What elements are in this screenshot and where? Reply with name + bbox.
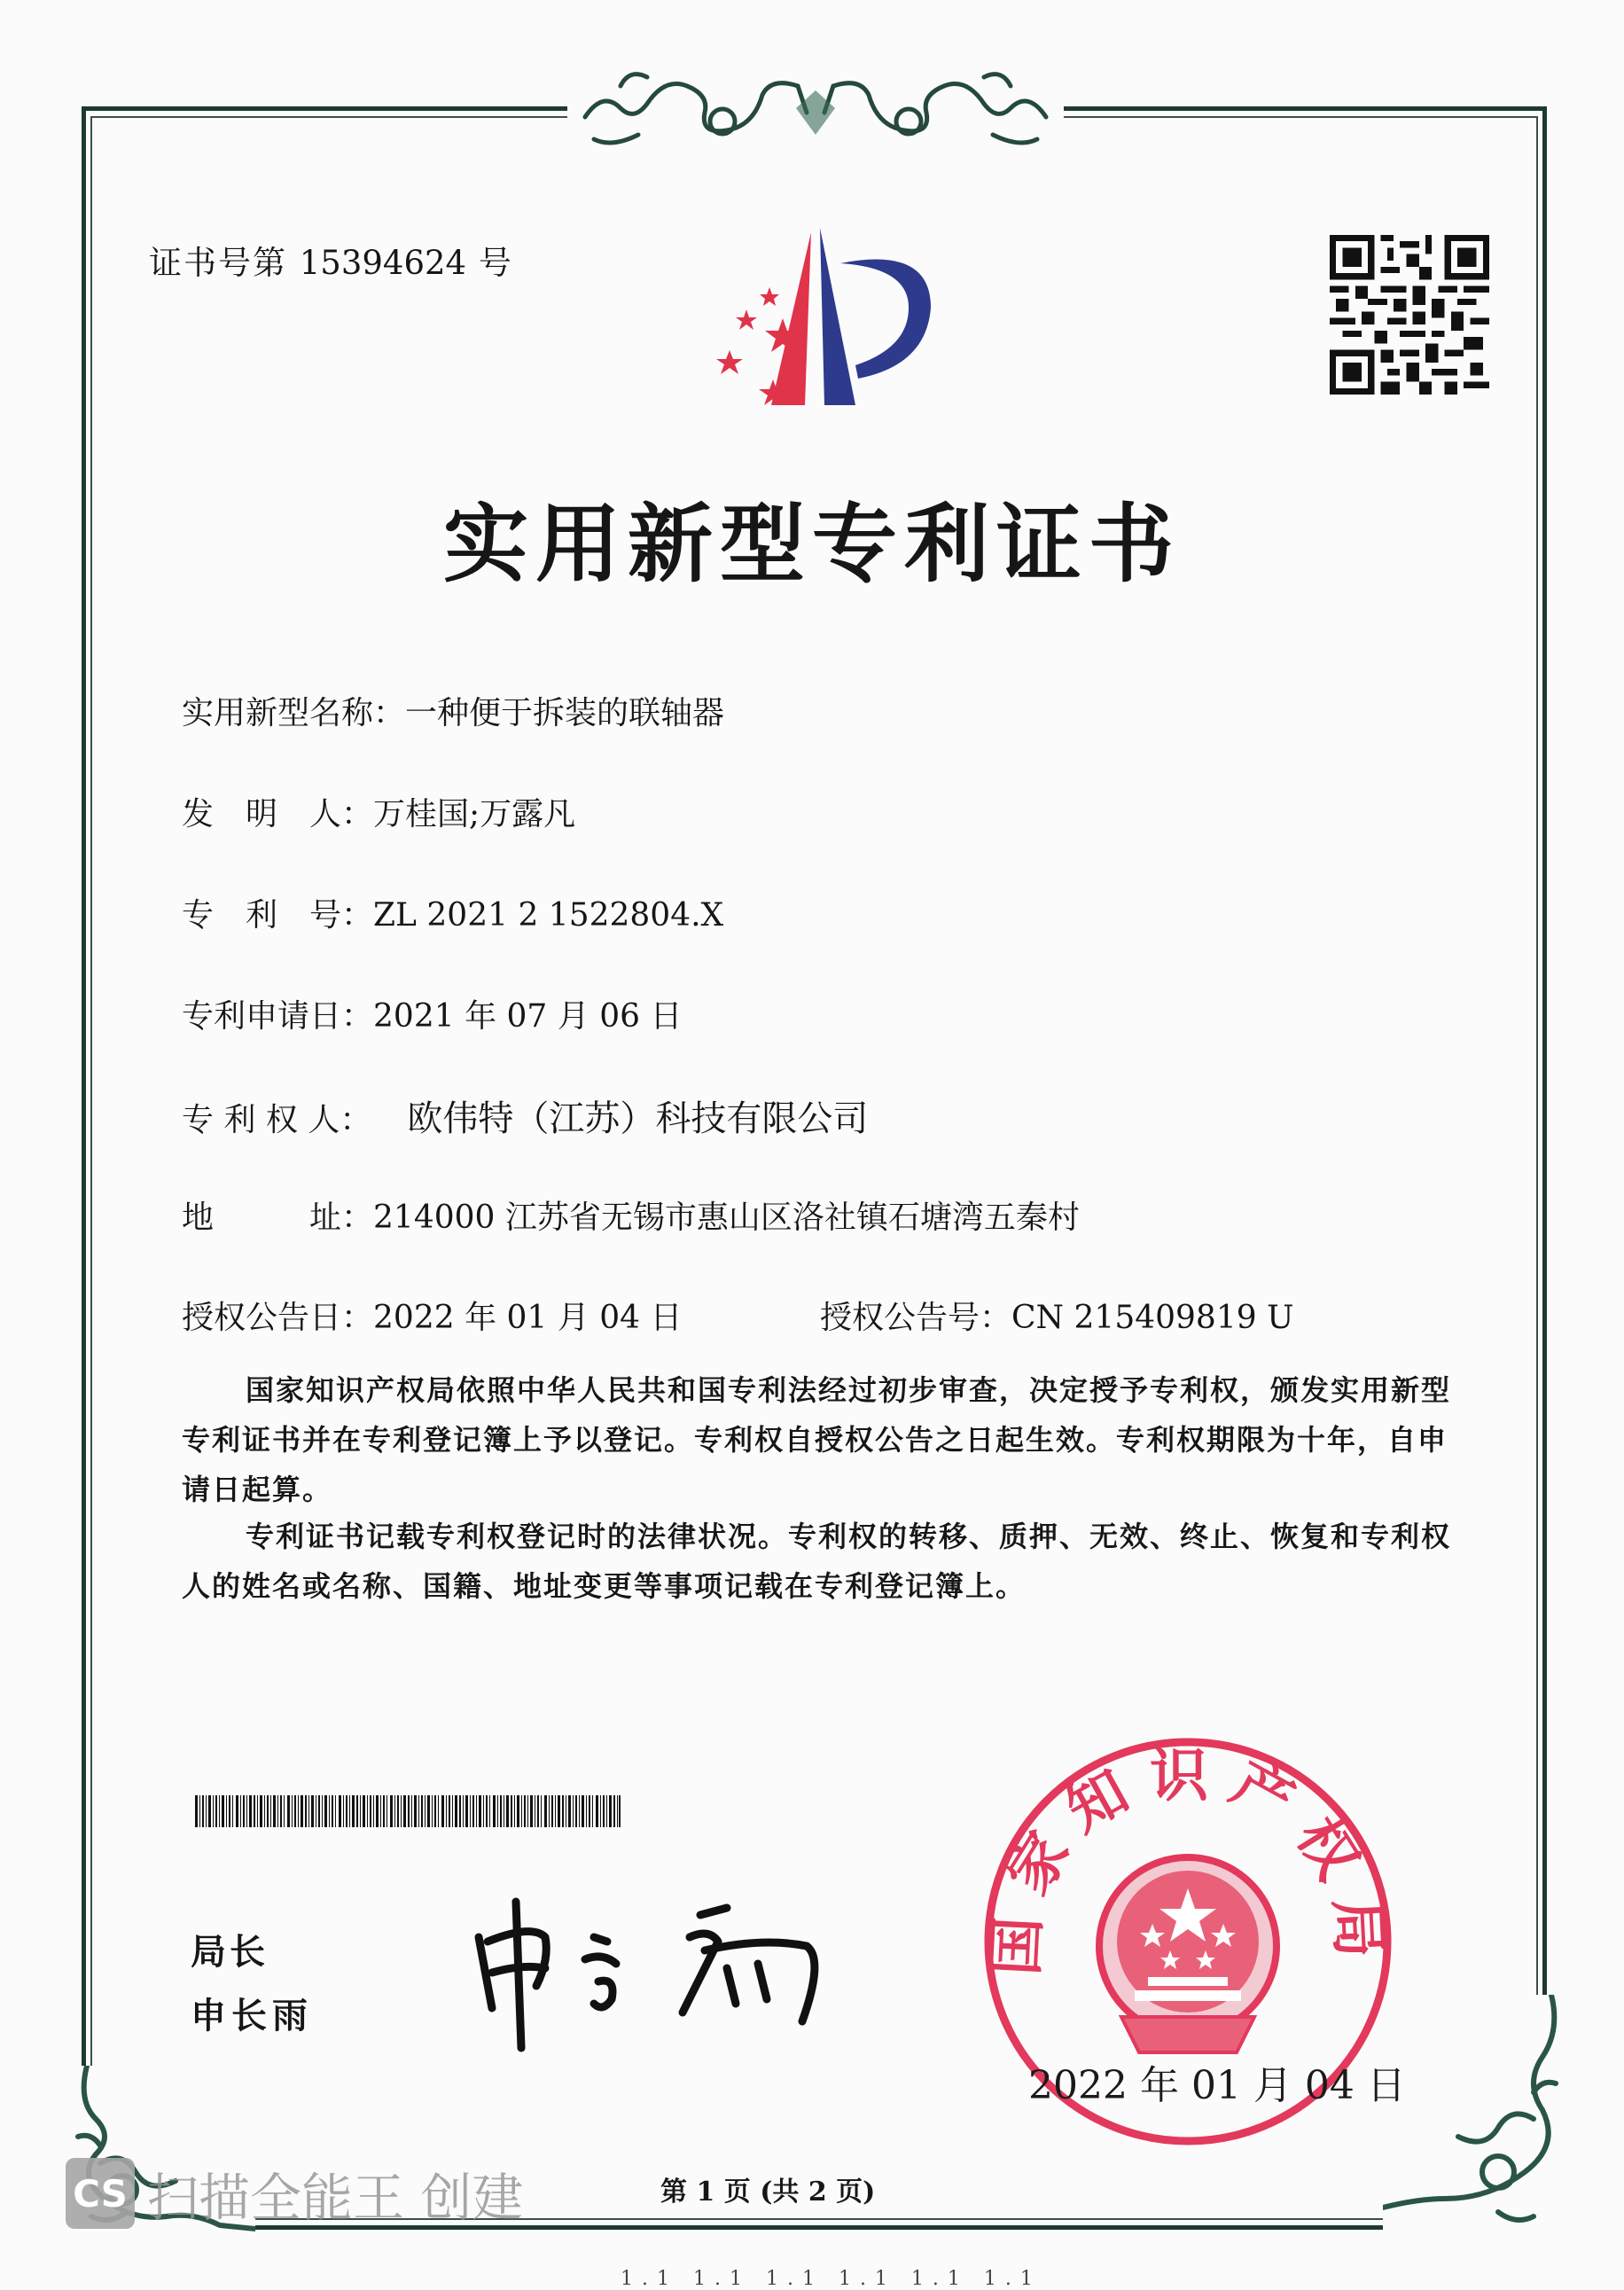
director-title: 局长: [191, 1932, 269, 1973]
field-label: 实用新型名称：: [182, 695, 406, 731]
corner-ornament-bottom-right-icon: [1383, 1995, 1569, 2243]
field-label: 地 址：: [182, 1200, 374, 1236]
national-emblem-icon: [1099, 1857, 1277, 2052]
field-value: ZL 2021 2 1522804.X: [373, 897, 724, 934]
certificate-number-value: 15394624: [299, 244, 467, 282]
field-value: 214000 江苏省无锡市惠山区洛社镇石塘湾五秦村: [373, 1200, 1080, 1236]
page-indicator: 第 1 页 (共 2 页): [660, 2177, 876, 2208]
field-inventor: [182, 789, 575, 834]
director-name: 申长雨: [191, 1996, 313, 2036]
field-application-date: [182, 991, 682, 1036]
field-value: CN 215409819 U: [1011, 1300, 1294, 1336]
field-label: 发 明 人：: [182, 796, 374, 832]
field-value: 欧伟特（江苏）科技有限公司: [407, 1098, 869, 1139]
field-grant-announcement-number: [820, 1293, 1293, 1338]
bottom-cut-text: 1.1 1.1 1.1 1.1 1.1 1.1: [621, 2268, 1042, 2290]
director-signature-icon: [461, 1888, 851, 2057]
document-title: 实用新型专利证书: [443, 494, 1181, 594]
field-utility-model-name: [182, 688, 724, 733]
top-ornament-icon: [567, 55, 1064, 152]
field-value: 一种便于拆装的联轴器: [405, 695, 725, 731]
field-label: 授权公告号：: [820, 1300, 1012, 1336]
scanner-watermark: [66, 2156, 523, 2231]
field-patentee: [182, 1090, 868, 1141]
legal-paragraph-1: 国家知识产权局依照中华人民共和国专利法经过初步审查，决定授予专利权，颁发实用新型专利证书并在专利登记簿上予以登记。专利权自授权公告之日起生效。专利权期限为十年，自申请日起算。: [182, 1373, 1452, 1506]
field-patent-number: [182, 890, 723, 935]
certificate-number-suffix: 号: [478, 244, 513, 282]
corner-top-left-icon: [69, 108, 90, 129]
legal-paragraph-2: 专利证书记载专利权登记时的法律状况。专利权的转移、质押、无效、终止、恢复和专利权人的姓名或名称、国籍、地址变更等事项记载在专利登记簿上。: [182, 1520, 1452, 1603]
seal-text: 国家知识产权局: [981, 1741, 1394, 1978]
field-value: 2022 年 01 月 04 日: [373, 1300, 683, 1336]
camscanner-logo-icon: CS: [66, 2158, 135, 2229]
field-grant-announcement-date: [182, 1293, 682, 1338]
qr-code-icon[interactable]: [1330, 235, 1489, 395]
cnipa-logo-icon: [691, 223, 940, 410]
certificate-number: [149, 236, 513, 284]
certificate-number-label: 证书号第: [149, 244, 287, 282]
field-label: 专利申请日：: [182, 998, 374, 1035]
field-label: 授权公告日：: [182, 1300, 374, 1336]
watermark-text: 扫描全能王 创建: [147, 2168, 524, 2228]
field-address: [182, 1192, 1080, 1238]
field-label: 专 利 号：: [182, 897, 374, 934]
field-label: 专 利 权 人：: [182, 1102, 372, 1138]
field-value: 万桂国;万露凡: [373, 796, 576, 832]
barcode-icon: [195, 1795, 621, 1827]
field-value: 2021 年 07 月 06 日: [373, 998, 683, 1035]
seal-date: 2022 年 01 月 04 日: [1028, 2063, 1406, 2108]
